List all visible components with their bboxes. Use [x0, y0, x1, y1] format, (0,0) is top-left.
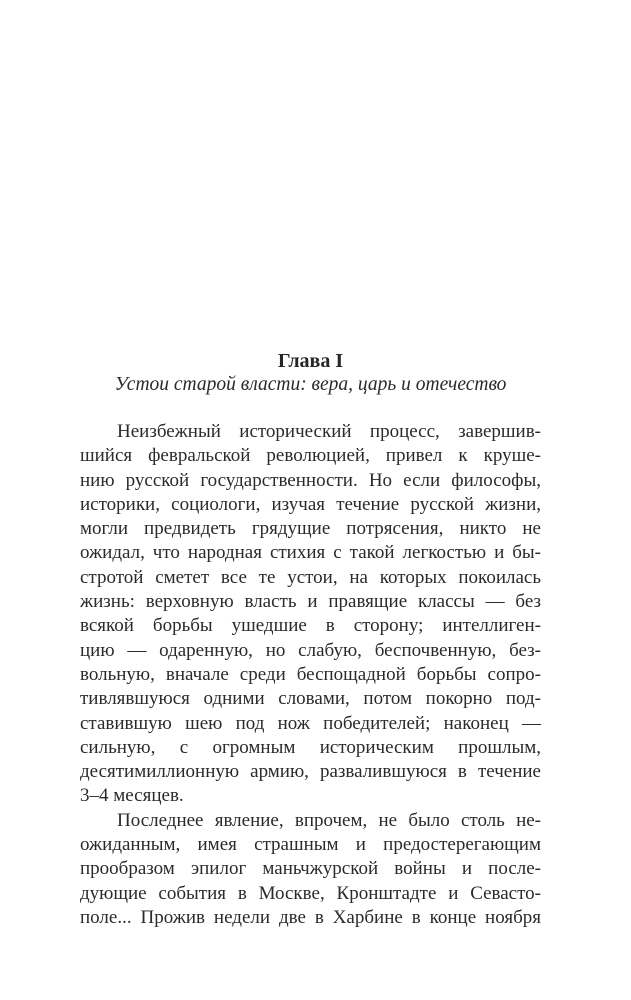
text-line: всякой борьбы ушедшие в сторону; интеллиген- — [80, 615, 541, 637]
text-line: дующие события в Москве, Кронштадте и Севасто- — [80, 882, 541, 904]
text-line: цию — одаренную, но слабую, беспочвенную, без- — [80, 639, 541, 661]
text-line: шийся февральской революцией, привел к круше- — [80, 445, 541, 467]
chapter-heading — [80, 349, 541, 397]
chapter-title: Глава I — [277, 350, 344, 372]
text-line: ожидал, что народная стихия с такой легкостью и бы- — [80, 542, 541, 564]
book-page — [80, 0, 541, 1000]
text-line: прообразом эпилог маньчжурской войны и после- — [80, 858, 541, 880]
text-line: Неизбежный исторический процесс, завершив- — [117, 421, 541, 442]
text-line: сильную, с огромным историческим прошлым, — [80, 736, 541, 758]
paragraph-1 — [80, 420, 541, 809]
text-line: Последнее явление, впрочем, не было столь не- — [117, 809, 541, 831]
text-line: поле... Прожив недели две в Харбине в конце ноября — [80, 906, 541, 928]
text-line: вольную, вначале среди беспощадной борьбы сопро- — [80, 663, 541, 685]
text-line: жизнь: верховную власть и правящие классы — без — [80, 591, 541, 613]
body-text — [80, 420, 541, 930]
chapter-subtitle: Устои старой власти: вера, царь и отечество — [114, 374, 507, 395]
text-line: ожиданным, имея страшным и предостерегающим — [80, 834, 541, 856]
text-line: историки, социологи, изучая течение русской жизни, — [80, 493, 541, 515]
text-line: стротой сметет все те устои, на которых покоилась — [80, 566, 541, 588]
text-line: нию русской государственности. Но если философы, — [80, 469, 541, 491]
text-line: десятимиллионную армию, развалившуюся в течение — [80, 761, 541, 783]
text-line: тивлявшуюся одними словами, потом покорно под- — [80, 688, 541, 710]
paragraph-2 — [80, 809, 541, 930]
text-line: 3–4 месяцев. — [80, 785, 184, 807]
text-line: ставившую шею под нож победителей; наконец — — [80, 712, 541, 734]
text-line: могли предвидеть грядущие потрясения, никто не — [80, 518, 541, 540]
